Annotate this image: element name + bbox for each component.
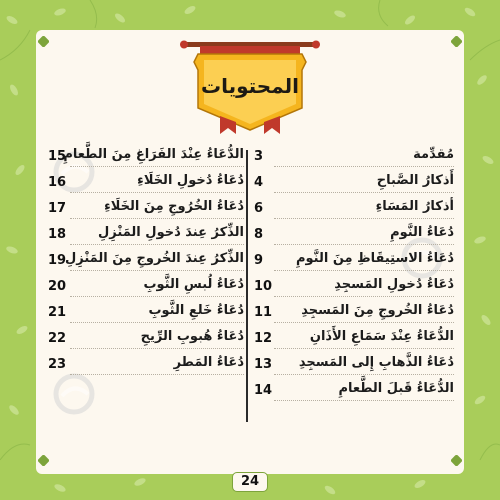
toc-page-number: 17 (48, 201, 67, 216)
toc-entry[interactable] (254, 354, 454, 380)
toc-page-number: 20 (48, 279, 67, 294)
toc-page-number: 9 (254, 253, 264, 268)
toc-page-number: 15 (48, 149, 67, 164)
toc-entry-title: دُعَاءُ الاستِيقَاظِ مِنَ النَّومِ (296, 251, 454, 266)
dotted-leader (70, 192, 244, 193)
toc-page-number: 13 (254, 357, 273, 372)
toc-entry[interactable] (48, 198, 244, 224)
toc-page-number: 10 (254, 279, 273, 294)
dotted-leader (70, 166, 244, 167)
toc-entry[interactable] (48, 354, 244, 380)
dotted-leader (274, 322, 454, 323)
toc-entry[interactable] (254, 276, 454, 302)
toc-entry-title: دُعَاءُ المَطرِ (173, 355, 244, 370)
toc-page-number: 19 (48, 253, 67, 268)
toc-entry-title: الدُّعَاءُ عِنْدَ الفَرَاغِ مِنَ الطَّعامِ (63, 147, 244, 162)
dotted-leader (274, 218, 454, 219)
toc-entry[interactable] (254, 198, 454, 224)
dotted-leader (70, 374, 244, 375)
corner-ornament-icon (451, 455, 462, 466)
corner-ornament-icon (38, 455, 49, 466)
toc-entry-title: دُعَاءُ الذَّهابِ إِلى المَسجِدِ (298, 355, 454, 370)
toc-entry[interactable] (48, 224, 244, 250)
toc-page-number: 11 (254, 305, 273, 320)
dotted-leader (70, 348, 244, 349)
toc-entry[interactable] (254, 172, 454, 198)
toc-entry-title: أذكارُ المَسَاءِ (375, 199, 454, 214)
toc-entry[interactable] (48, 146, 244, 172)
dotted-leader (70, 218, 244, 219)
toc-column-right (254, 146, 454, 406)
dotted-leader (70, 244, 244, 245)
toc-entry-title: دُعَاءُ الخُروجِ مِنَ المَسجِدِ (301, 303, 454, 318)
dotted-leader (70, 322, 244, 323)
toc-entry[interactable] (48, 250, 244, 276)
toc-page-number: 8 (254, 227, 264, 242)
toc-entry-title: دُعَاءُ خَلعِ الثَّوبِ (148, 303, 244, 318)
toc-entry-title: مُقدِّمة (413, 147, 454, 162)
toc-entry[interactable] (254, 328, 454, 354)
toc-entry[interactable] (254, 302, 454, 328)
toc-page-number: 12 (254, 331, 273, 346)
toc-page-number: 6 (254, 201, 264, 216)
corner-ornament-icon (451, 36, 462, 47)
toc-entry-title: الذِّكرُ عِندَ الخُروجِ مِنَ المَنْزِلِ (64, 251, 244, 266)
toc-entry[interactable] (48, 328, 244, 354)
toc-entry[interactable] (48, 276, 244, 302)
dotted-leader (70, 270, 244, 271)
toc-entry-title: دُعَاءُ هُبوبِ الرِّيحِ (140, 329, 244, 344)
page-title: المحتويات (200, 74, 299, 98)
dotted-leader (274, 166, 454, 167)
toc-entry-title: الذِّكرُ عِندَ دُخولِ المَنْزِلِ (98, 225, 244, 240)
toc-entry-title: دُعَاءُ دُخولِ المَسجِدِ (334, 277, 454, 292)
toc-entry[interactable] (254, 380, 454, 406)
column-divider (246, 150, 248, 422)
toc-entry-title: دُعَاءُ النَّومِ (390, 225, 454, 240)
toc-page-number: 21 (48, 305, 67, 320)
dotted-leader (274, 270, 454, 271)
dotted-leader (274, 244, 454, 245)
toc-page-number: 16 (48, 175, 67, 190)
dotted-leader (274, 374, 454, 375)
toc-page-number: 14 (254, 383, 273, 398)
toc-column-left (48, 146, 244, 380)
toc-entry-title: دُعَاءُ لُبسِ الثَّوبِ (143, 277, 244, 292)
toc-entry-title: دُعَاءُ دُخولِ الخَلَاءِ (137, 173, 244, 188)
toc-entry-title: دُعَاءُ الخُرُوجِ مِنَ الخَلَاءِ (104, 199, 244, 214)
toc-entry-title: الدُّعَاءُ قَبلَ الطَّعامِ (338, 381, 454, 396)
toc-page-number: 3 (254, 149, 264, 164)
dotted-leader (70, 296, 244, 297)
toc-page-number: 4 (254, 175, 264, 190)
toc-entry[interactable] (254, 250, 454, 276)
dotted-leader (274, 192, 454, 193)
toc-entry[interactable] (48, 172, 244, 198)
toc-page-number: 18 (48, 227, 67, 242)
toc-entry[interactable] (254, 146, 454, 172)
dotted-leader (274, 296, 454, 297)
dotted-leader (274, 400, 454, 401)
toc-entry[interactable] (48, 302, 244, 328)
dotted-leader (274, 348, 454, 349)
toc-page-number: 23 (48, 357, 67, 372)
corner-ornament-icon (38, 36, 49, 47)
toc-entry[interactable] (254, 224, 454, 250)
page-number: 24 (232, 472, 268, 492)
toc-entry-title: أَذكارُ الصَّباحِ (376, 173, 454, 188)
toc-entry-title: الدُّعَاءُ عِنْدَ سَمَاعِ الأَذَانِ (309, 329, 454, 344)
toc-page-number: 22 (48, 331, 67, 346)
